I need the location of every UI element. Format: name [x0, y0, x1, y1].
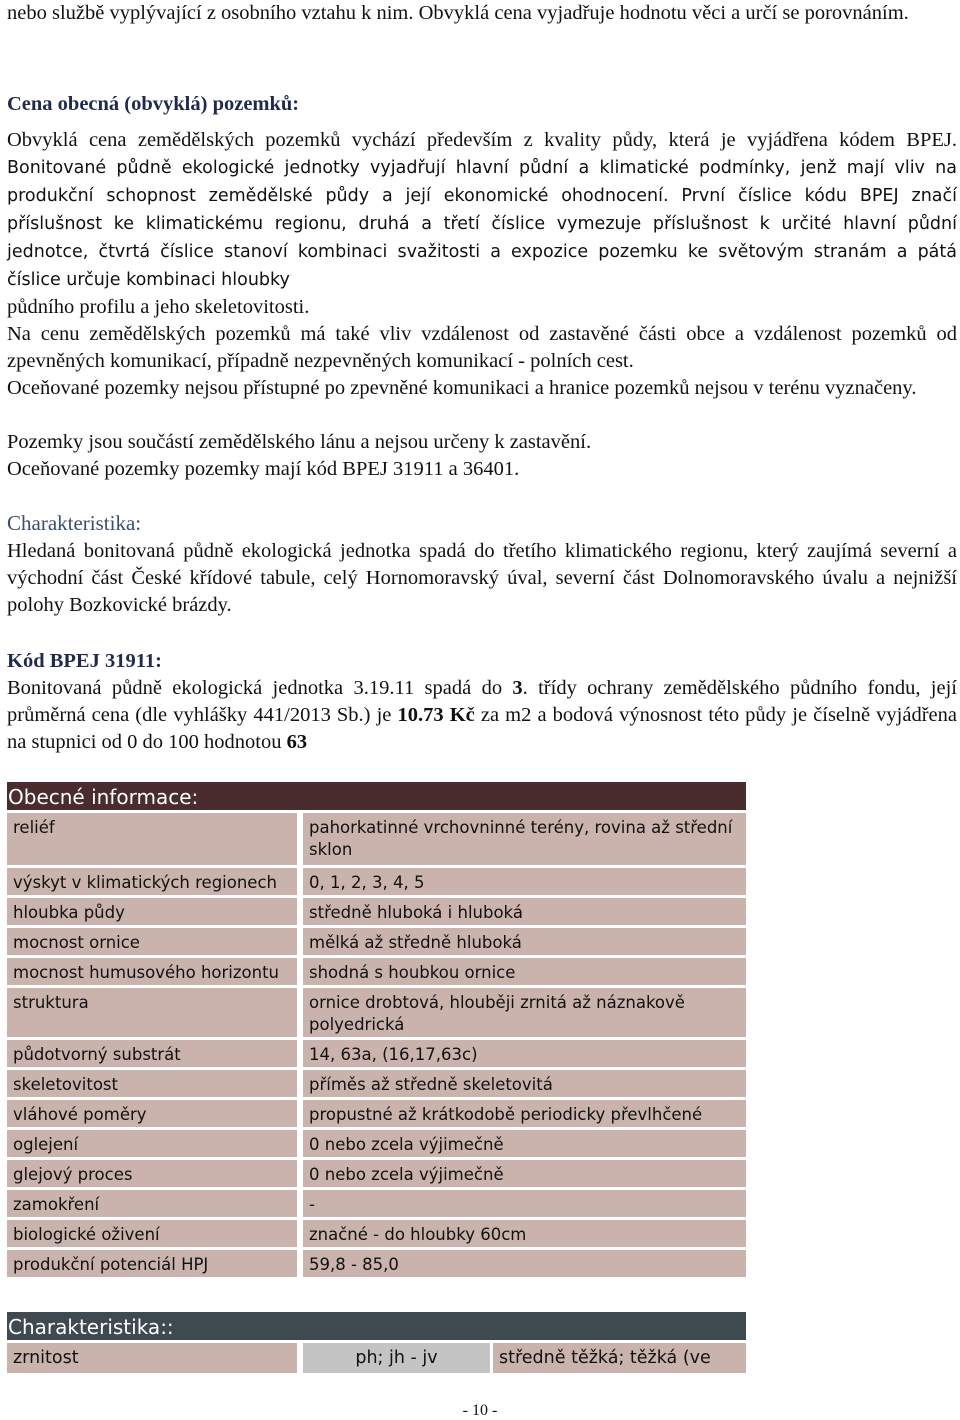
bpej-code-paragraph — [7, 675, 957, 756]
table-row — [7, 1250, 746, 1277]
skeleton-line: půdního profilu a jeho skeletovitosti. — [7, 296, 310, 318]
texture-description: středně těžká; těžká (ve — [493, 1343, 746, 1373]
characteristics-heading: Charakteristika: — [7, 511, 142, 535]
row-value: středně hluboká i hluboká — [303, 898, 746, 925]
row-label: výskyt v klimatických regionech — [7, 868, 297, 895]
table-row — [7, 1130, 746, 1157]
table-row — [7, 1040, 746, 1067]
row-value: 14, 63a, (16,17,63c) — [303, 1040, 746, 1067]
table-row — [7, 958, 746, 985]
general-info-table — [7, 782, 746, 1277]
access-paragraph: Oceňované pozemky nejsou přístupné po zpevněné komunikaci a hranice pozemků nejsou v terénu vyznačeny. — [7, 377, 917, 399]
table-row — [7, 868, 746, 895]
section-heading-price: Cena obecná (obvyklá) pozemků: — [7, 93, 300, 115]
bpej-code-heading: Kód BPEJ 31911: — [7, 650, 162, 672]
row-value: mělká až středně hluboká — [303, 928, 746, 955]
table-row — [7, 1190, 746, 1217]
distance-paragraph: Na cenu zemědělských pozemků má také vliv vzdálenost od zastavěné části obce a vzdálenost pozemků od zpevněných komunikací, případně nezpevněných komunikací - polních cest. — [7, 323, 957, 372]
row-value: ornice drobtová, hlouběji zrnitá až náznakově polyedrická — [303, 988, 746, 1037]
code-text-1: Bonitovaná půdně ekologická jednotka 3.19.11 spadá do — [7, 677, 513, 699]
bpej-paragraph — [7, 127, 957, 294]
row-label: struktura — [7, 988, 297, 1037]
row-value: pahorkatinné vrchovninné terény, rovina až střední sklon — [303, 813, 746, 865]
code-text-2: . třídy ochrany zemědělského půdního fondu, její průměrná cena (dle vyhlášky 441/2013 Sb.) je — [7, 677, 957, 726]
average-price: 10.73 Kč — [397, 704, 475, 726]
row-label: zamokření — [7, 1190, 297, 1217]
row-value: značné - do hloubky 60cm — [303, 1220, 746, 1247]
table-row — [7, 1160, 746, 1187]
row-label: glejový proces — [7, 1160, 297, 1187]
row-label: vláhové poměry — [7, 1100, 297, 1127]
general-info-rows — [7, 813, 746, 1277]
table-row — [7, 988, 746, 1037]
characteristics-table — [7, 1312, 746, 1373]
row-label: skeletovitost — [7, 1070, 297, 1097]
bpej-text-a: Obvyklá cena zemědělských pozemků vychází především z kvality půdy, která je vyjádřena kódem BPEJ. — [7, 129, 957, 151]
row-label: produkční potenciál HPJ — [7, 1250, 297, 1277]
bpej-codes-paragraph: Oceňované pozemky pozemky mají kód BPEJ 31911 a 36401. — [7, 458, 520, 480]
characteristics-table-title — [7, 1312, 746, 1340]
characteristics-table-title-text: Charakteristika:: — [8, 1315, 174, 1339]
table-row — [7, 813, 746, 865]
code-text-3: za m2 a bodová výnosnost této půdy je číselně vyjádřena na stupnici od 0 do 100 hodnotou — [7, 704, 957, 753]
table-row — [7, 1343, 746, 1373]
intro-paragraph: nebo službě vyplývající z osobního vztahu k nim. Obvyklá cena vyjadřuje hodnotu věci a určí se porovnáním. — [7, 2, 909, 24]
characteristics-text: Hledaná bonitovaná půdně ekologická jednotka spadá do třetího klimatického regionu, který zaujímá severní a východní část České křídové tabule, celý Hornomoravský úval, severní část Dolnomoravského úvalu a nejnižší polohy Bozkovické brázdy. — [7, 540, 957, 616]
row-value: 59,8 - 85,0 — [303, 1250, 746, 1277]
texture-label: zrnitost — [7, 1343, 297, 1373]
bpej-text-b: Bonitované půdně ekologické jednotky vyjadřují hlavní půdní a klimatické podmínky, jenž mají vliv na produkční schopnost zemědělské půdy a její ekonomické ohodnocení. První číslice kódu BPEJ značí příslušnost ke klimatickému regionu, druhá a třetí číslice vymezuje příslušnost k určité hlavní půdní jednotce, čtvrtá číslice stanoví kombinaci svažitosti a expozice pozemku ke světovým stranám a pátá číslice určuje kombinaci hloubky — [7, 158, 957, 290]
texture-code: ph; jh - jv — [303, 1343, 490, 1373]
lan-paragraph: Pozemky jsou součástí zemědělského lánu a nejsou určeny k zastavění. — [7, 431, 592, 453]
row-value: 0 nebo zcela výjimečně — [303, 1160, 746, 1187]
table-row — [7, 1100, 746, 1127]
table-row — [7, 898, 746, 925]
row-value: 0, 1, 2, 3, 4, 5 — [303, 868, 746, 895]
protection-class: 3 — [512, 677, 523, 699]
row-value: shodná s houbkou ornice — [303, 958, 746, 985]
row-label: mocnost humusového horizontu — [7, 958, 297, 985]
table-row — [7, 1220, 746, 1247]
row-label: biologické oživení — [7, 1220, 297, 1247]
table-row — [7, 1070, 746, 1097]
row-value: příměs až středně skeletovitá — [303, 1070, 746, 1097]
page-number: - 10 - — [462, 1402, 498, 1419]
row-label: reliéf — [7, 813, 297, 865]
table-row — [7, 928, 746, 955]
row-label: oglejení — [7, 1130, 297, 1157]
row-value: 0 nebo zcela výjimečně — [303, 1130, 746, 1157]
row-label: hloubka půdy — [7, 898, 297, 925]
general-info-title — [7, 782, 746, 810]
row-label: mocnost ornice — [7, 928, 297, 955]
row-value: propustné až krátkodobě periodicky převlhčené — [303, 1100, 746, 1127]
row-value: - — [303, 1190, 746, 1217]
row-label: půdotvorný substrát — [7, 1040, 297, 1067]
yield-score: 63 — [286, 731, 308, 753]
general-info-title-text: Obecné informace: — [8, 785, 199, 809]
